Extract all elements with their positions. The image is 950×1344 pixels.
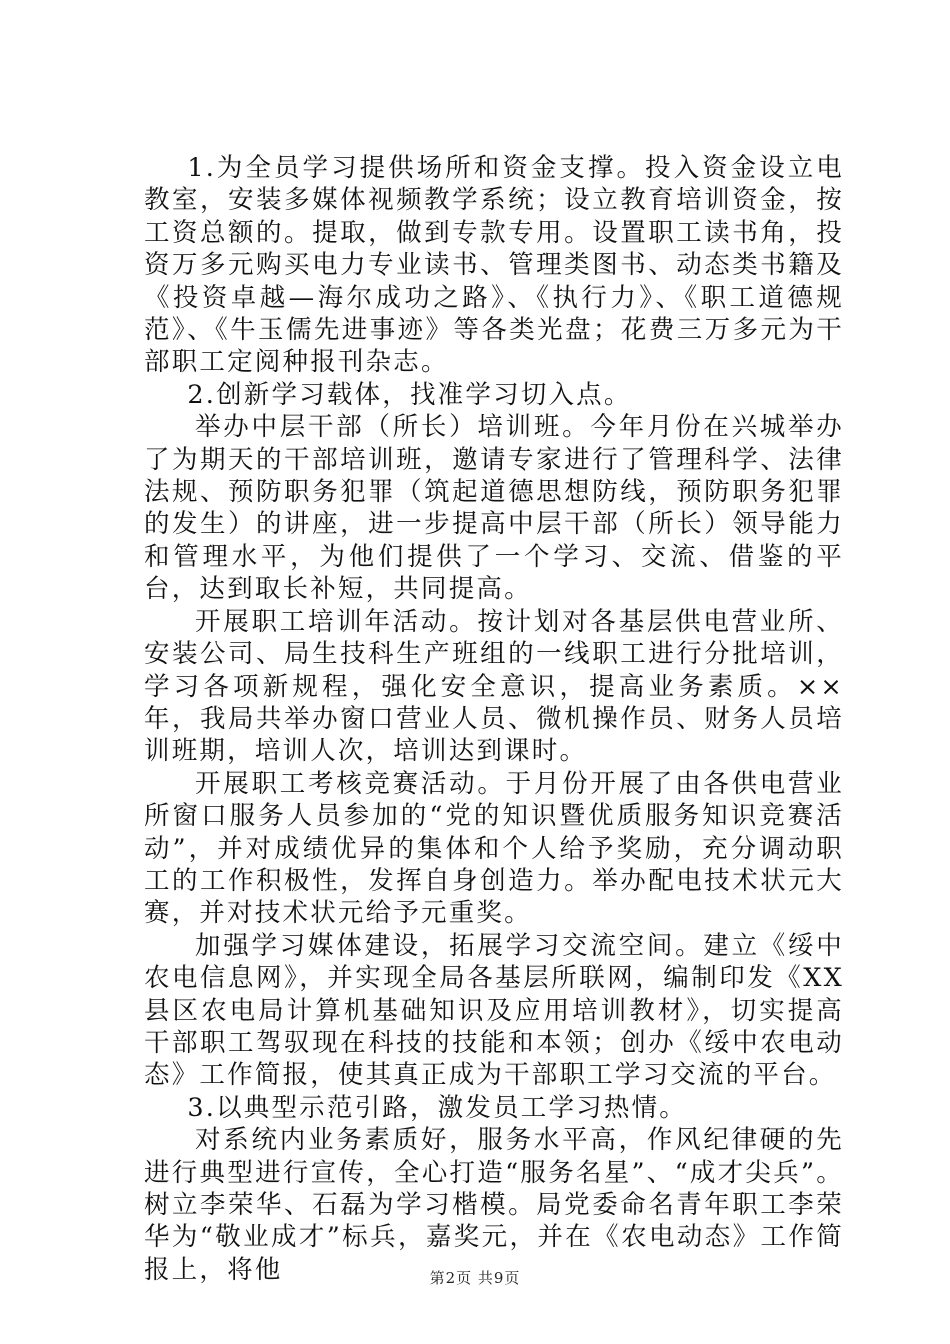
- paragraph-5: 开展职工考核竞赛活动。于月份开展了由各供电营业所窗口服务人员参加的“党的知识暨优质服务知识竞赛活动”，并对成绩优异的集体和个人给予奖励，充分调动职工的工作积极性，发挥自身创造力。举办配电技术状元大赛，并对技术状元给予元重奖。: [144, 768, 844, 929]
- paragraph-1: 1.为全员学习提供场所和资金支撑。投入资金设立电教室，安装多媒体视频教学系统；设立教育培训资金，按工资总额的。提取，做到专款专用。设置职工读书角，投资万多元购买电力专业读书、管理类图书、动态类书籍及《投资卓越—海尔成功之路》、《执行力》、《职工道德规范》、《牛玉儒先进事迹》等各类光盘；花费三万多元为干部职工定阅种报刊杂志。: [144, 153, 844, 378]
- paragraph-7: 3.以典型示范引路，激发员工学习热情。: [187, 1092, 687, 1123]
- document-body: [144, 152, 844, 1286]
- paragraph-3: 举办中层干部（所长）培训班。今年月份在兴城举办了为期天的干部培训班，邀请专家进行了管理科学、法律法规、预防职务犯罪（筑起道德思想防线，预防职务犯罪的发生）的讲座，进一步提高中层干部（所长）领导能力和管理水平，为他们提供了一个学习、交流、借鉴的平台，达到取长补短，共同提高。: [144, 412, 844, 605]
- paragraph-2: 2.创新学习载体，找准学习切入点。: [187, 379, 632, 410]
- page-number-footer: 第2页 共9页: [429, 1269, 521, 1287]
- paragraph-6: 加强学习媒体建设，拓展学习交流空间。建立《绥中农电信息网》，并实现全局各基层所联网，编制印发《XX县区农电局计算机基础知识及应用培训教材》，切实提高干部职工驾驭现在科技的技能和本领；创办《绥中农电动态》工作简报，使其真正成为干部职工学习交流的平台。: [144, 930, 844, 1091]
- paragraph-8: 对系统内业务素质好，服务水平高，作风纪律硬的先进行典型进行宣传，全心打造“服务名星”、“成才尖兵”。树立李荣华、石磊为学习楷模。局党委命名青年职工李荣华为“敬业成才”标兵，嘉奖元，并在《农电动态》工作简报上，将他: [144, 1125, 844, 1285]
- paragraph-4: 开展职工培训年活动。按计划对各基层供电营业所、安装公司、局生技科生产班组的一线职工进行分批培训，学习各项新规程，强化安全意识，提高业务素质。××年，我局共举办窗口营业人员、微机操作员、财务人员培训班期，培训人次，培训达到课时。: [144, 606, 844, 767]
